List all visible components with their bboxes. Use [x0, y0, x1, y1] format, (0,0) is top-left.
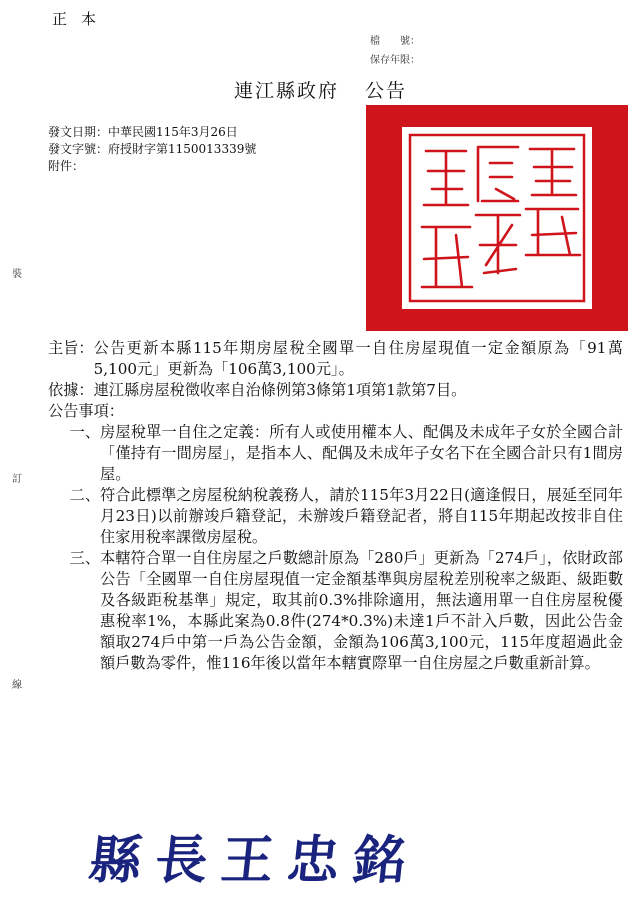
document-title	[0, 76, 641, 103]
item-text: 房屋稅單一自住之定義：所有人或使用權本人、配偶及未成年子女於全國合計「僅持有一間房屋」，是指本人、配偶及未成年子女名下在全國合計只有1間房屋。	[100, 423, 623, 483]
item-number: 二、	[69, 486, 100, 504]
subject-label: 主旨：	[48, 339, 94, 357]
subject-row	[48, 338, 623, 380]
item-text: 符合此標準之房屋稅納稅義務人，請於115年3月22日(適逢假日，展延至同年月23日)以前辦竣戶籍登記，未辦竣戶籍登記者，將自115年期起改按非自住住家用稅率課徵房屋稅。	[100, 486, 623, 546]
issue-date: 發文日期：中華民國115年3月26日	[48, 125, 238, 139]
copy-label: 正本	[52, 10, 111, 28]
basis-label: 依據：	[48, 381, 94, 399]
attachment-label: 附件：	[48, 159, 85, 173]
official-seal	[366, 105, 628, 331]
announcement-item	[48, 485, 623, 548]
basis-row	[48, 380, 623, 401]
binding-mark-bottom: 線	[12, 680, 22, 691]
title-org: 連江縣政府	[233, 80, 339, 102]
binding-mark-top: 裝	[12, 269, 22, 280]
item-text: 本轄符合單一自住房屋之戶數總計原為「280戶」更新為「274戶」，依財政部公告「全國單一自住房屋現值一定金額基準與房屋稅差別稅率之級距、級距數及各級距稅基準」規定，取其前0.3%排除適用，無法適用單一自住房屋稅優惠稅率1%，本縣此案為0.8件(274*0.3%)未達1戶不計入戶數，因此公告金額取274戶中第一戶為公告金額，金額為106萬3,100元，115年度超過此金額戶數為零件，惟116年後以當年本轄實際單一自住房屋之戶數重新計算。	[100, 549, 623, 672]
basis-text: 連江縣房屋稅徵收率自治條例第3條第1項第1款第7目。	[93, 381, 467, 399]
binding-mark-middle: 訂	[12, 474, 22, 485]
subject-text: 公告更新本縣115年期房屋稅全國單一自住房屋現值一定金額原為「91萬5,100元」更新為「106萬3,100元」。	[93, 339, 623, 378]
reference-number: 發文字號：府授財字第1150013339號	[48, 142, 257, 156]
retention-label: 保存年限：	[370, 55, 420, 66]
announcement-item	[48, 422, 623, 485]
item-number: 一、	[69, 423, 100, 441]
announcement-item	[48, 548, 623, 674]
magistrate-signature: 縣長王忠銘	[86, 830, 423, 891]
seal-graphic	[366, 105, 628, 331]
title-doc-type: 公告	[365, 80, 408, 102]
announcement-heading: 公告事項：	[48, 402, 124, 420]
document-body	[48, 338, 623, 674]
file-number-label: 檔 號：	[370, 36, 420, 47]
item-number: 三、	[69, 549, 100, 567]
